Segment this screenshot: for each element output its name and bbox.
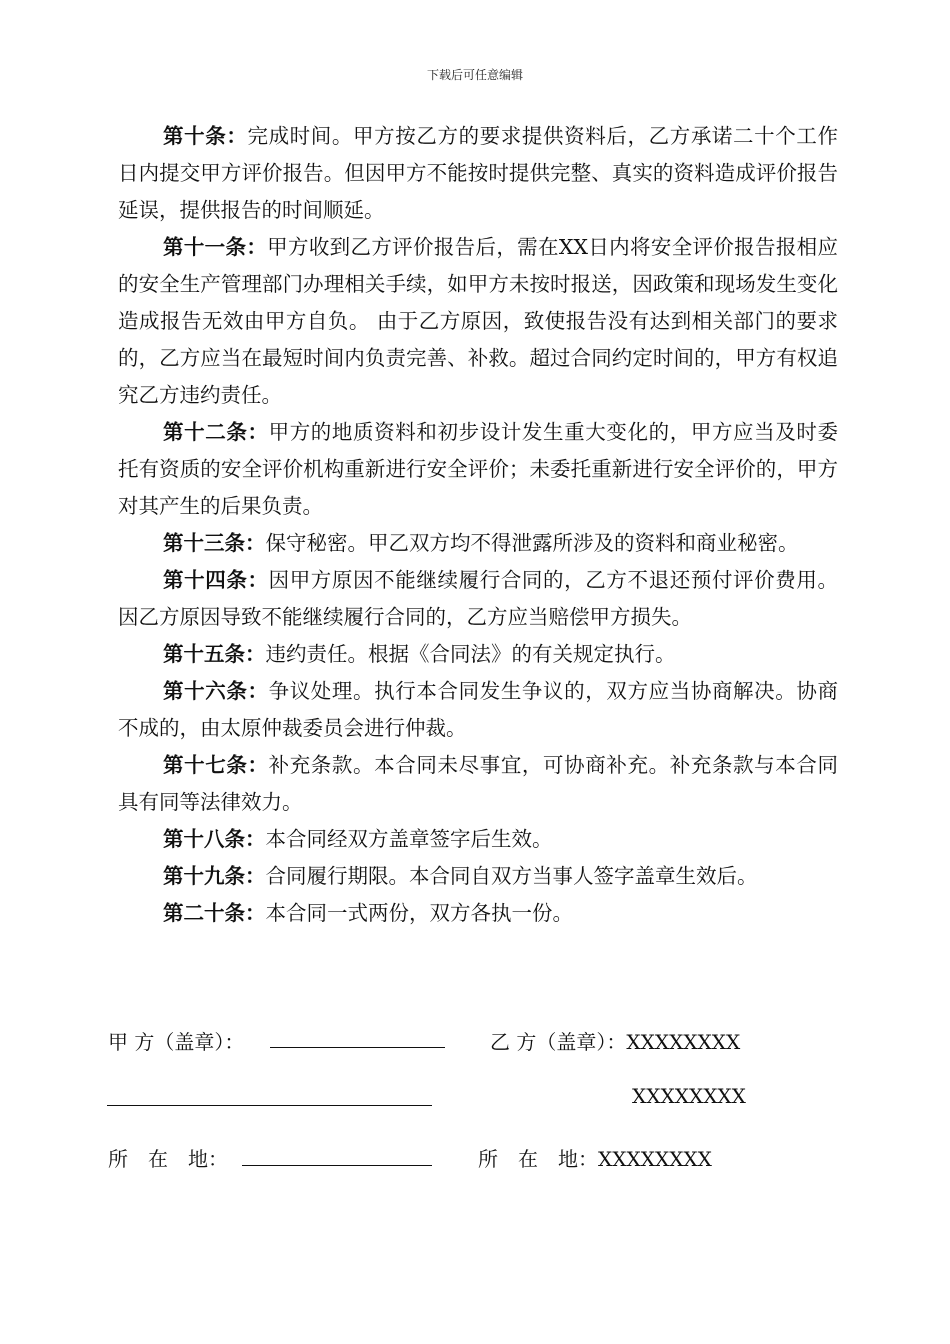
clause-heading: 第十七条： [163, 753, 269, 777]
clause-text: 争议处理。执行本合同发生争议的，双方应当协商解决。协商不成的，由太原仲裁委员会进行仲裁。 [118, 679, 839, 740]
clause-16 [118, 673, 838, 747]
party-b-address-label: 所 在 地：XXXXXXXX [478, 1147, 712, 1171]
clause-text: 合同履行期限。本合同自双方当事人签字盖章生效后。 [265, 864, 758, 888]
clause-heading: 第十五条： [163, 642, 266, 666]
party-b-seal-label: 乙 方（盖章）：XXXXXXXX [490, 1030, 741, 1054]
clause-text: 补充条款。本合同未尽事宜，可协商补充。补充条款与本合同具有同等法律效力。 [118, 753, 839, 814]
clause-heading: 第十三条： [163, 531, 266, 555]
clause-heading: 第十二条： [163, 420, 269, 444]
clause-text: 本合同经双方盖章签字后生效。 [265, 827, 553, 851]
clause-17 [118, 747, 838, 821]
clause-text: 违约责任。根据《合同法》的有关规定执行。 [265, 642, 676, 666]
clause-heading: 第十一条： [163, 235, 268, 259]
clause-18 [118, 821, 838, 858]
clause-text: 本合同一式两份，双方各执一份。 [265, 901, 573, 925]
clause-text: 完成时间。甲方按乙方的要求提供资料后，乙方承诺二十个工作日内提交甲方评价报告。但因甲方不能按时提供完整、真实的资料造成评价报告延误，提供报告的时间顺延。 [118, 124, 838, 222]
clause-heading: 第十条： [163, 124, 248, 148]
party-b-name: XXXXXXXX [632, 1084, 746, 1108]
clause-text: 保守秘密。甲乙双方均不得泄露所涉及的资料和商业秘密。 [265, 531, 799, 555]
clause-text: 因甲方原因不能继续履行合同的，乙方不退还预付评价费用。因乙方原因导致不能继续履行合同的，乙方应当赔偿甲方损失。 [118, 568, 839, 629]
clause-13 [118, 525, 838, 562]
clause-20 [118, 895, 838, 932]
clause-heading: 第十四条： [163, 568, 269, 592]
clause-heading: 第十六条： [163, 679, 269, 703]
clause-15 [118, 636, 838, 673]
clause-10 [118, 118, 838, 229]
clause-19 [118, 858, 838, 895]
party-a-seal-label: 甲 方（盖章）： [108, 1030, 245, 1054]
clause-12 [118, 414, 838, 525]
clause-text: 甲方的地质资料和初步设计发生重大变化的，甲方应当及时委托有资质的安全评价机构重新进行安全评价；未委托重新进行安全评价的，甲方对其产生的后果负责。 [118, 420, 839, 518]
contract-clauses [118, 118, 838, 932]
clause-text: 甲方收到乙方评价报告后，需在XX日内将安全评价报告报相应的安全生产管理部门办理相关手续，如甲方未按时报送，因政策和现场发生变化造成报告无效由甲方自负。 由于乙方原因，致使报告没有达到相关部门的要求的，乙方应当在最短时间内负责完善、补救。超过合同约定时间的，甲方有权追究乙方违约责任。 [118, 235, 839, 407]
clause-heading: 第十九条： [163, 864, 266, 888]
clause-11 [118, 229, 838, 414]
clause-heading: 第二十条： [163, 901, 266, 925]
page-header: 下载后可任意编辑 [426, 68, 523, 82]
party-a-signature-line [107, 1105, 432, 1106]
clause-14 [118, 562, 838, 636]
party-a-seal-line [270, 1047, 445, 1048]
party-a-address-line [242, 1165, 432, 1166]
party-a-address-label: 所 在 地： [108, 1147, 228, 1171]
clause-heading: 第十八条： [163, 827, 266, 851]
